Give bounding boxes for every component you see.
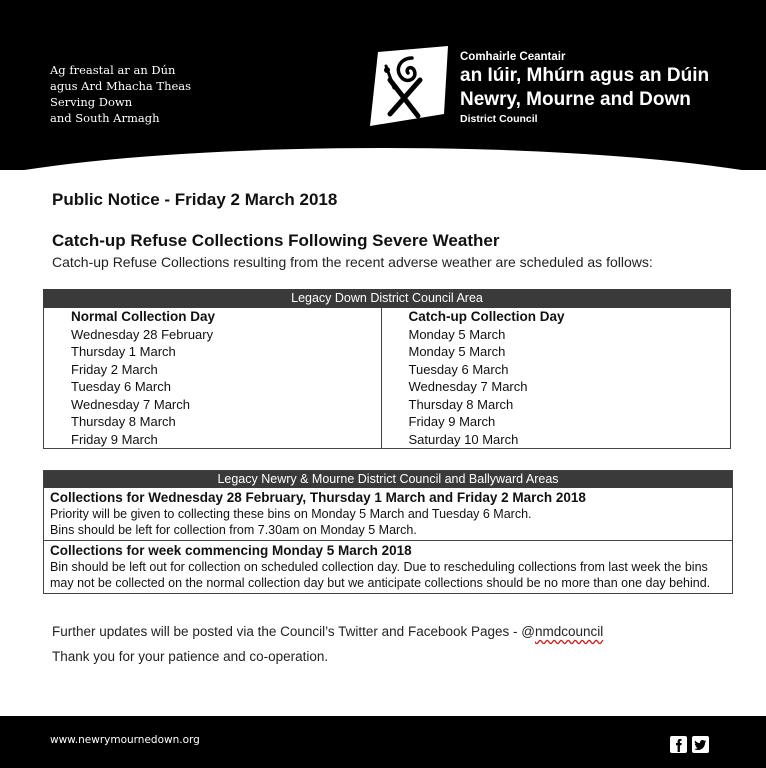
tagline-line: Ag freastal ar an Dún: [50, 63, 176, 77]
table-cell: Thursday 8 March: [381, 396, 731, 414]
thank-you-text: Thank you for your patience and co-operation.: [52, 649, 329, 664]
council-name: [460, 50, 709, 126]
table-row: [44, 361, 731, 379]
section-title: Collections for Wednesday 28 February, Thursday 1 March and Friday 2 March 2018: [50, 490, 586, 505]
further-updates-text: [52, 624, 603, 639]
table-row: [44, 431, 731, 449]
twitter-handle-link[interactable]: nmdcouncil: [534, 624, 604, 639]
further-updates-prefix: Further updates will be posted via the Council’s Twitter and Facebook Pages - @: [52, 624, 535, 639]
column-header: Catch-up Collection Day: [381, 308, 731, 326]
table-cell: Friday 9 March: [381, 413, 731, 431]
table-band: Legacy Down District Council Area: [44, 290, 731, 308]
table-cell: Tuesday 6 March: [44, 378, 382, 396]
table-row: [44, 413, 731, 431]
collection-section: [44, 540, 732, 593]
council-english-big: Newry, Mourne and Down: [460, 89, 691, 110]
header-banner: [0, 0, 766, 170]
table-cell: Wednesday 7 March: [44, 396, 382, 414]
notice-subtitle: Catch-up Refuse Collections Following Severe Weather: [52, 231, 500, 250]
section-line: Priority will be given to collecting these bins on Monday 5 March and Tuesday 6 March.: [50, 507, 532, 521]
table-row: [44, 396, 731, 414]
section-line: Bin should be left out for collection on scheduled collection day. Due to rescheduling collections from last week the bins may not be collected on the normal collection day but we anticipate collections should be no more than one day behind.: [50, 560, 711, 590]
table-cell: Friday 9 March: [44, 431, 382, 449]
table-cell: Friday 2 March: [44, 361, 382, 379]
table-row: [44, 378, 731, 396]
tagline-line: agus Ard Mhacha Theas: [50, 79, 192, 93]
council-logo-icon: [360, 44, 452, 130]
collection-section: [44, 488, 732, 540]
table-cell: Thursday 8 March: [44, 413, 382, 431]
facebook-icon[interactable]: [670, 736, 687, 753]
notice-intro: Catch-up Refuse Collections resulting from the recent adverse weather are scheduled as follows:: [52, 254, 653, 270]
council-english-small: District Council: [460, 113, 538, 125]
table-band: Legacy Newry & Mourne District Council and Ballyward Areas: [44, 471, 732, 488]
header-curve: [0, 148, 766, 170]
table-cell: Wednesday 28 February: [44, 326, 382, 344]
table-row: [44, 343, 731, 361]
website-link[interactable]: www.newrymournedown.org: [50, 734, 200, 746]
table-row: [44, 326, 731, 344]
section-line: Bins should be left for collection from 7.30am on Monday 5 March.: [50, 523, 417, 537]
tagline-line: and South Armagh: [50, 111, 160, 125]
table-cell: Wednesday 7 March: [381, 378, 731, 396]
footer-bar: [0, 716, 766, 768]
council-irish-big: an Iúir, Mhúrn agus an Dúin: [460, 65, 710, 86]
table-cell: Monday 5 March: [381, 326, 731, 344]
table-cell: Tuesday 6 March: [381, 361, 731, 379]
legacy-down-table: [43, 289, 731, 449]
table-cell: Thursday 1 March: [44, 343, 382, 361]
table-cell: Monday 5 March: [381, 343, 731, 361]
twitter-icon[interactable]: [692, 736, 709, 753]
tagline-line: Serving Down: [50, 95, 133, 109]
column-header: Normal Collection Day: [44, 308, 382, 326]
notice-title: Public Notice - Friday 2 March 2018: [52, 190, 338, 209]
tagline: [50, 62, 191, 126]
legacy-newry-table: [43, 470, 733, 594]
section-title: Collections for week commencing Monday 5 March 2018: [50, 543, 412, 558]
council-irish-small: Comhairle Ceantair: [460, 51, 566, 63]
table-cell: Saturday 10 March: [381, 431, 731, 449]
